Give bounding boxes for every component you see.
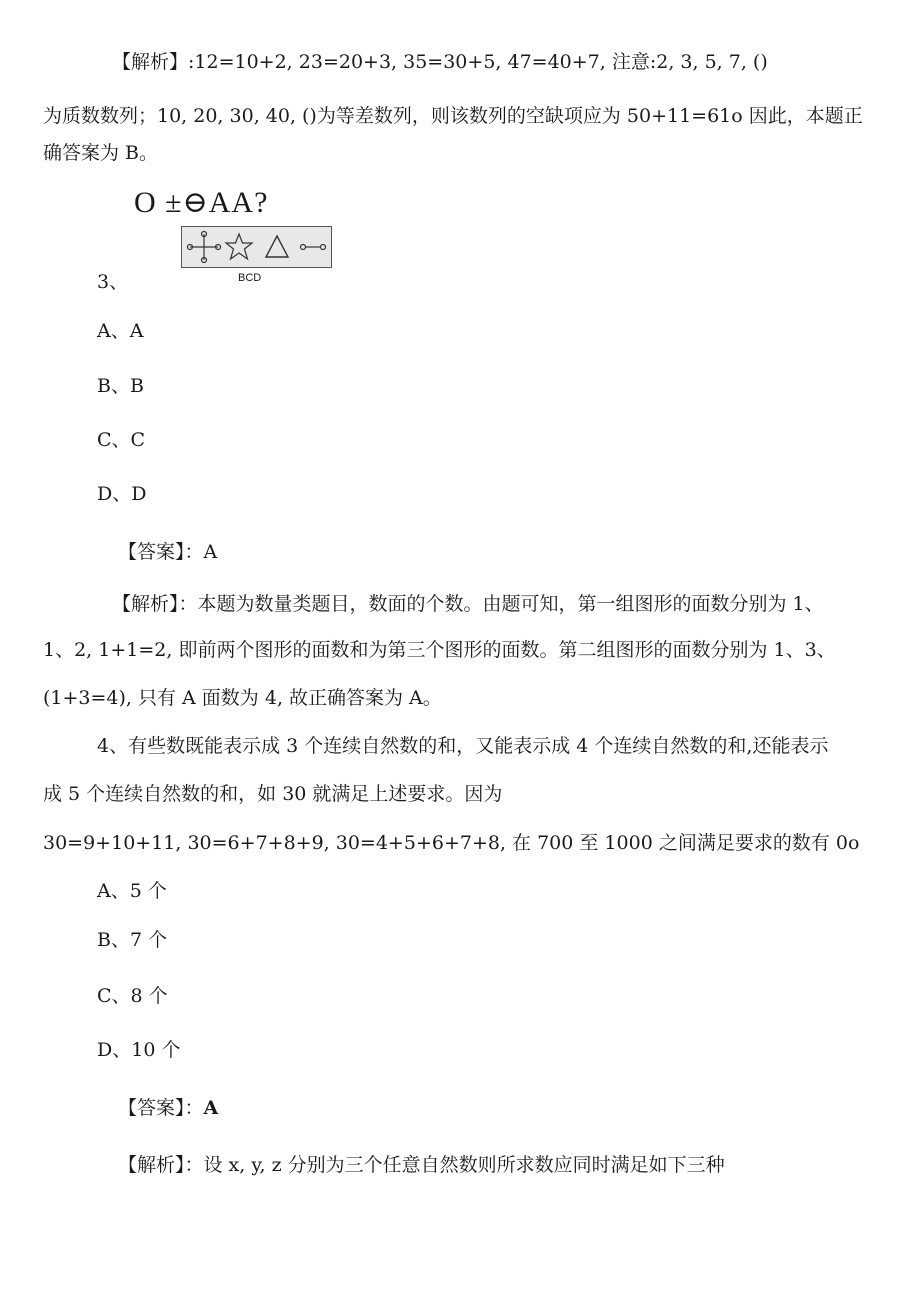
analysis-line-3: 确答案为 B。 bbox=[43, 142, 159, 164]
q3-analysis-line-1: 【解析】：本题为数量类题目，数面的个数。由题可知，第一组图形的面数分别为 1、 bbox=[112, 593, 824, 615]
triangle-icon bbox=[266, 236, 288, 257]
q4-stem-line-3: 30=9+10+11, 30=6+7+8+9, 30=4+5+6+7+8, 在 700 至 1000 之间满足要求的数有 0o bbox=[43, 832, 860, 854]
q4-option-a: A、5 个 bbox=[97, 880, 167, 902]
q4-analysis: 【解析】：设 x, y, z 分别为三个任意自然数则所求数应同时满足如下三种 bbox=[118, 1154, 725, 1176]
q4-option-b: B、7 个 bbox=[97, 929, 168, 951]
q4-option-d: D、10 个 bbox=[97, 1039, 181, 1061]
analysis-line-2: 为质数数列；10, 20, 30, 40, ()为等差数列，则该数列的空缺项应为 50+11=61o 因此，本题正 bbox=[43, 105, 863, 127]
q3-answer-label: 【答案】： bbox=[118, 541, 204, 563]
q4-answer bbox=[118, 1096, 218, 1120]
q3-analysis-line-2: 1、2, 1+1=2, 即前两个图形的面数和为第三个图形的面数。第二组图形的面数分别为 1、3、 bbox=[43, 639, 836, 661]
q3-answer bbox=[118, 540, 217, 564]
q4-answer-value: A bbox=[203, 1097, 219, 1119]
q3-option-d: D、D bbox=[97, 483, 147, 505]
q4-stem-line-1: 4、有些数既能表示成 3 个连续自然数的和，又能表示成 4 个连续自然数的和,还能表示 bbox=[97, 735, 829, 757]
q3-option-a: A、A bbox=[97, 320, 144, 342]
figure-symbols-box bbox=[181, 226, 332, 268]
question-3-number: 3、 bbox=[97, 271, 129, 293]
analysis-line-1: 【解析】:12=10+2, 23=20+3, 35=30+5, 47=40+7, 注意:2, 3, 5, 7, () bbox=[112, 51, 768, 73]
q3-option-b: B、B bbox=[97, 375, 144, 397]
q4-option-c: C、8 个 bbox=[97, 985, 168, 1007]
figure-caption: BCD bbox=[238, 272, 262, 284]
q4-stem-line-2: 成 5 个连续自然数的和，如 30 就满足上述要求。因为 bbox=[43, 783, 503, 805]
star-icon bbox=[226, 234, 252, 259]
q3-analysis-line-3: (1+3=4), 只有 A 面数为 4, 故正确答案为 A。 bbox=[43, 687, 442, 709]
figure-title: O ±⊖AA? bbox=[134, 186, 269, 219]
q3-answer-value: A bbox=[203, 541, 218, 563]
line-circles-icon bbox=[301, 245, 326, 250]
q4-answer-label: 【答案】： bbox=[118, 1097, 204, 1119]
q3-option-c: C、C bbox=[97, 429, 146, 451]
cross-circles-icon bbox=[188, 232, 221, 263]
